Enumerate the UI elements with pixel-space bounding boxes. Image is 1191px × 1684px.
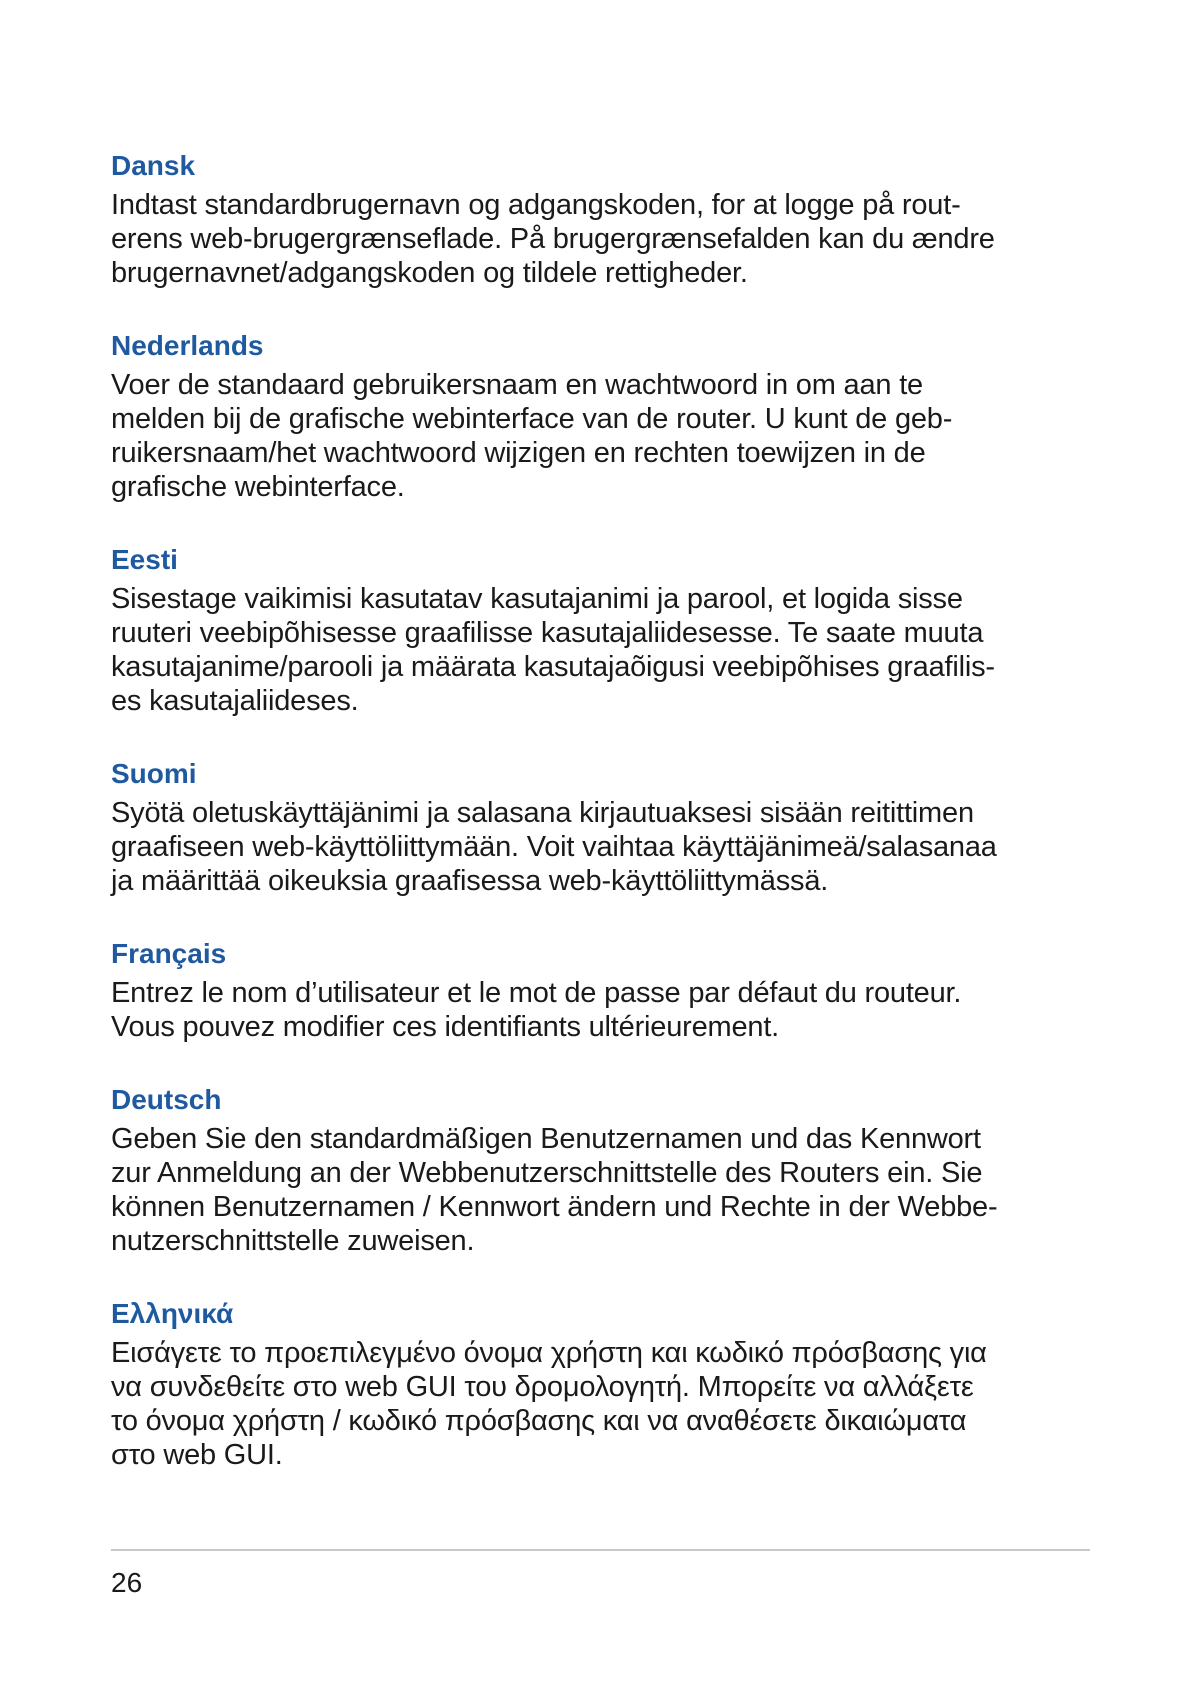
footer-divider <box>111 1549 1090 1551</box>
body-line: können Benutzernamen / Kennwort ändern und Rechte in der Webbe- <box>111 1191 998 1223</box>
section-body <box>111 582 1091 718</box>
body-line: στο web GUI. <box>111 1439 283 1471</box>
section-heading: Eesti <box>111 544 178 575</box>
page-content <box>111 148 1091 1510</box>
body-line: zur Anmeldung an der Webbenutzerschnittstelle des Routers ein. Sie <box>111 1157 983 1189</box>
body-line: ja määrittää oikeuksia graafisessa web-käyttöliittymässä. <box>111 865 829 897</box>
body-line: Geben Sie den standardmäßigen Benutzernamen und das Kennwort <box>111 1123 981 1155</box>
section-body <box>111 188 1091 290</box>
body-line: το όνομα χρήστη / κωδικό πρόσβασης και να αναθέσετε δικαιώματα <box>111 1405 967 1437</box>
section-body <box>111 368 1091 504</box>
section-body <box>111 1336 1091 1472</box>
body-line: graafiseen web-käyttöliittymään. Voit vaihtaa käyttäjänimeä/salasanaa <box>111 831 997 863</box>
section-eesti <box>111 542 1091 718</box>
body-line: Entrez le nom d’utilisateur et le mot de passe par défaut du routeur. <box>111 977 962 1009</box>
section-suomi <box>111 756 1091 898</box>
section-heading: Ελληνικά <box>111 1298 234 1329</box>
section-heading: Français <box>111 938 227 969</box>
section-heading: Nederlands <box>111 330 264 361</box>
body-line: erens web-brugergrænseflade. På brugergrænsefalden kan du ændre <box>111 223 995 255</box>
body-line: nutzerschnittstelle zuweisen. <box>111 1225 475 1257</box>
body-line: ruikersnaam/het wachtwoord wijzigen en rechten toewijzen in de <box>111 437 926 469</box>
body-line: es kasutajaliideses. <box>111 685 359 717</box>
section-ellinika <box>111 1296 1091 1472</box>
section-heading: Dansk <box>111 150 196 181</box>
section-heading: Suomi <box>111 758 197 789</box>
body-line: kasutajanime/parooli ja määrata kasutajaõigusi veebipõhises graafilis- <box>111 651 995 683</box>
body-line: Vous pouvez modifier ces identifiants ultérieurement. <box>111 1011 780 1043</box>
body-line: Εισάγετε το προεπιλεγμένο όνομα χρήστη και κωδικό πρόσβασης για <box>111 1337 987 1369</box>
body-line: brugernavnet/adgangskoden og tildele rettigheder. <box>111 257 748 289</box>
section-francais <box>111 936 1091 1044</box>
section-nederlands <box>111 328 1091 504</box>
section-body <box>111 976 1091 1044</box>
body-line: Sisestage vaikimisi kasutatav kasutajanimi ja parool, et logida sisse <box>111 583 963 615</box>
body-line: melden bij de grafische webinterface van de router. U kunt de geb- <box>111 403 953 435</box>
body-line: Voer de standaard gebruikersnaam en wachtwoord in om aan te <box>111 369 923 401</box>
body-line: να συνδεθείτε στο web GUI του δρομολογητή. Μπορείτε να αλλάξετε <box>111 1371 974 1403</box>
section-dansk <box>111 148 1091 290</box>
body-line: ruuteri veebipõhisesse graafilisse kasutajaliidesesse. Te saate muuta <box>111 617 984 649</box>
body-line: grafische webinterface. <box>111 471 405 503</box>
section-body <box>111 1122 1091 1258</box>
body-line: Syötä oletuskäyttäjänimi ja salasana kirjautuaksesi sisään reitittimen <box>111 797 974 829</box>
section-body <box>111 796 1091 898</box>
section-heading: Deutsch <box>111 1084 222 1115</box>
body-line: Indtast standardbrugernavn og adgangskoden, for at logge på rout- <box>111 189 961 221</box>
section-deutsch <box>111 1082 1091 1258</box>
page-number: 26 <box>111 1567 143 1598</box>
